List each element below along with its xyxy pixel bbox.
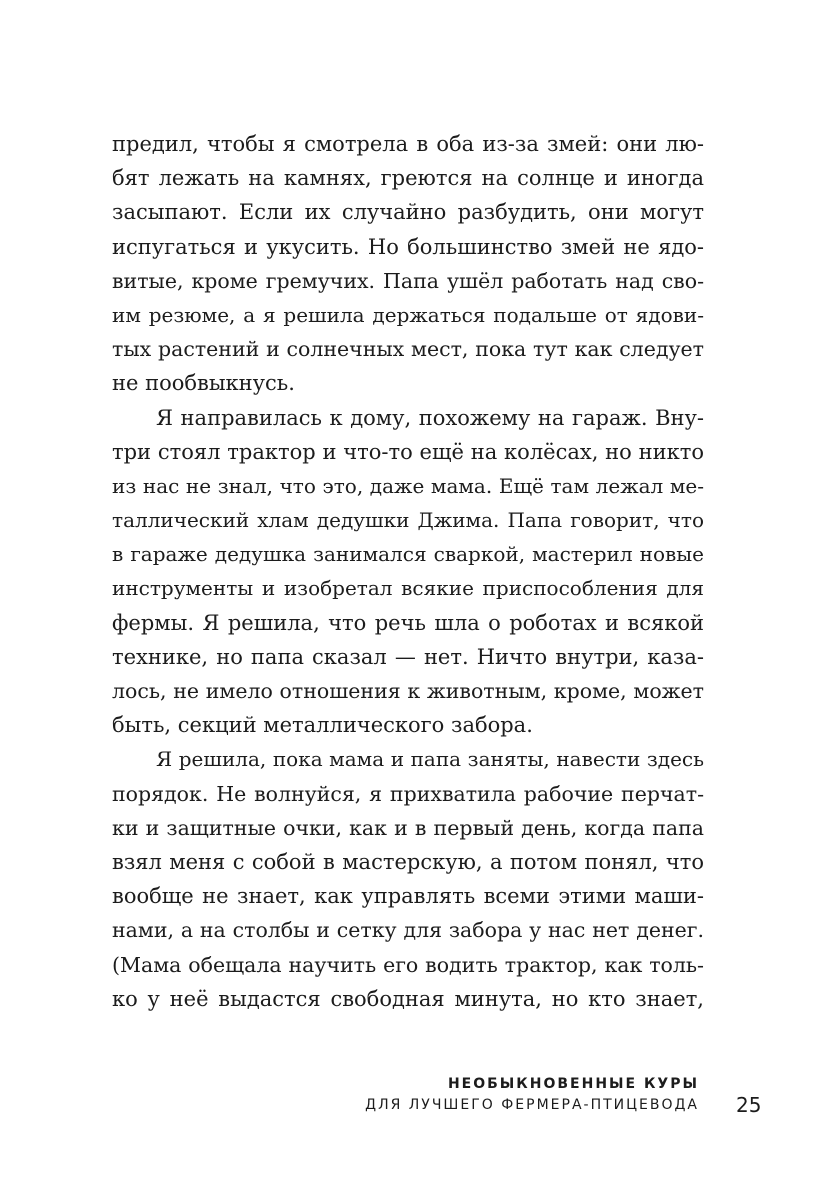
text-line: предил, чтобы я смотрела в оба из-за змей: они лю-	[112, 132, 704, 156]
text-line: ки и защитные очки, как и в первый день, когда папа	[112, 815, 704, 840]
text-line: инструменты и изобретал всякие приспособления для	[112, 576, 704, 601]
text-line: фермы. Я решила, что речь шла о роботах и всякой	[112, 610, 704, 635]
text-line: взял меня с собой в мастерскую, а потом понял, что	[112, 849, 704, 874]
text-line: им резюме, а я решила держаться подальше от ядови-	[112, 302, 704, 327]
body-text	[112, 127, 704, 1016]
running-footer	[365, 1074, 699, 1116]
text-line: лось, не имело отношения к животным, кроме, может	[112, 679, 704, 703]
text-line: бят лежать на камнях, греются на солнце и иногда	[112, 166, 704, 191]
text-line: ко у неё выдастся свободная минута, но кто знает,	[112, 986, 704, 1011]
text-line: технике, но папа сказал — нет. Ничто внутри, каза-	[112, 644, 704, 669]
text-line: (Мама обещала научить его водить трактор, как толь-	[112, 952, 704, 977]
page-number: 25	[736, 1093, 762, 1117]
text-line: витые, кроме гремучих. Папа ушёл работать над сво-	[112, 268, 704, 293]
text-line: нами, а на столбы и сетку для забора у нас нет денег.	[112, 918, 704, 943]
text-line: быть, секций металлического забора.	[112, 713, 533, 738]
text-line: тых растений и солнечных мест, пока тут как следует	[112, 337, 704, 362]
text-line: Я решила, пока мама и папа заняты, навести здесь	[156, 747, 704, 772]
text-line: в гараже дедушка занимался сваркой, мастерил новые	[112, 542, 704, 567]
book-title: НЕОБЫКНОВЕННЫЕ КУРЫ	[447, 1076, 699, 1092]
book-subtitle: ДЛЯ ЛУЧШЕГО ФЕРМЕРА-ПТИЦЕВОДА	[365, 1097, 699, 1113]
text-line: Я направилась к дому, похожему на гараж. Вну-	[156, 405, 704, 430]
text-line: три стоял трактор и что-то ещё на колёсах, но никто	[112, 439, 704, 464]
text-line: из нас не знал, что это, даже мама. Ещё там лежал ме-	[112, 473, 704, 498]
text-line: таллический хлам дедушки Джима. Папа говорит, что	[112, 508, 704, 533]
text-line: вообще не знает, как управлять всеми этими маши-	[112, 884, 704, 909]
text-line: засыпают. Если их случайно разбудить, они могут	[112, 200, 704, 225]
text-line: испугаться и укусить. Но большинство змей не ядо-	[112, 234, 704, 259]
text-line: порядок. Не волнуйся, я прихватила рабочие перчат-	[112, 781, 704, 806]
text-line: не пообвыкнусь.	[112, 371, 295, 396]
